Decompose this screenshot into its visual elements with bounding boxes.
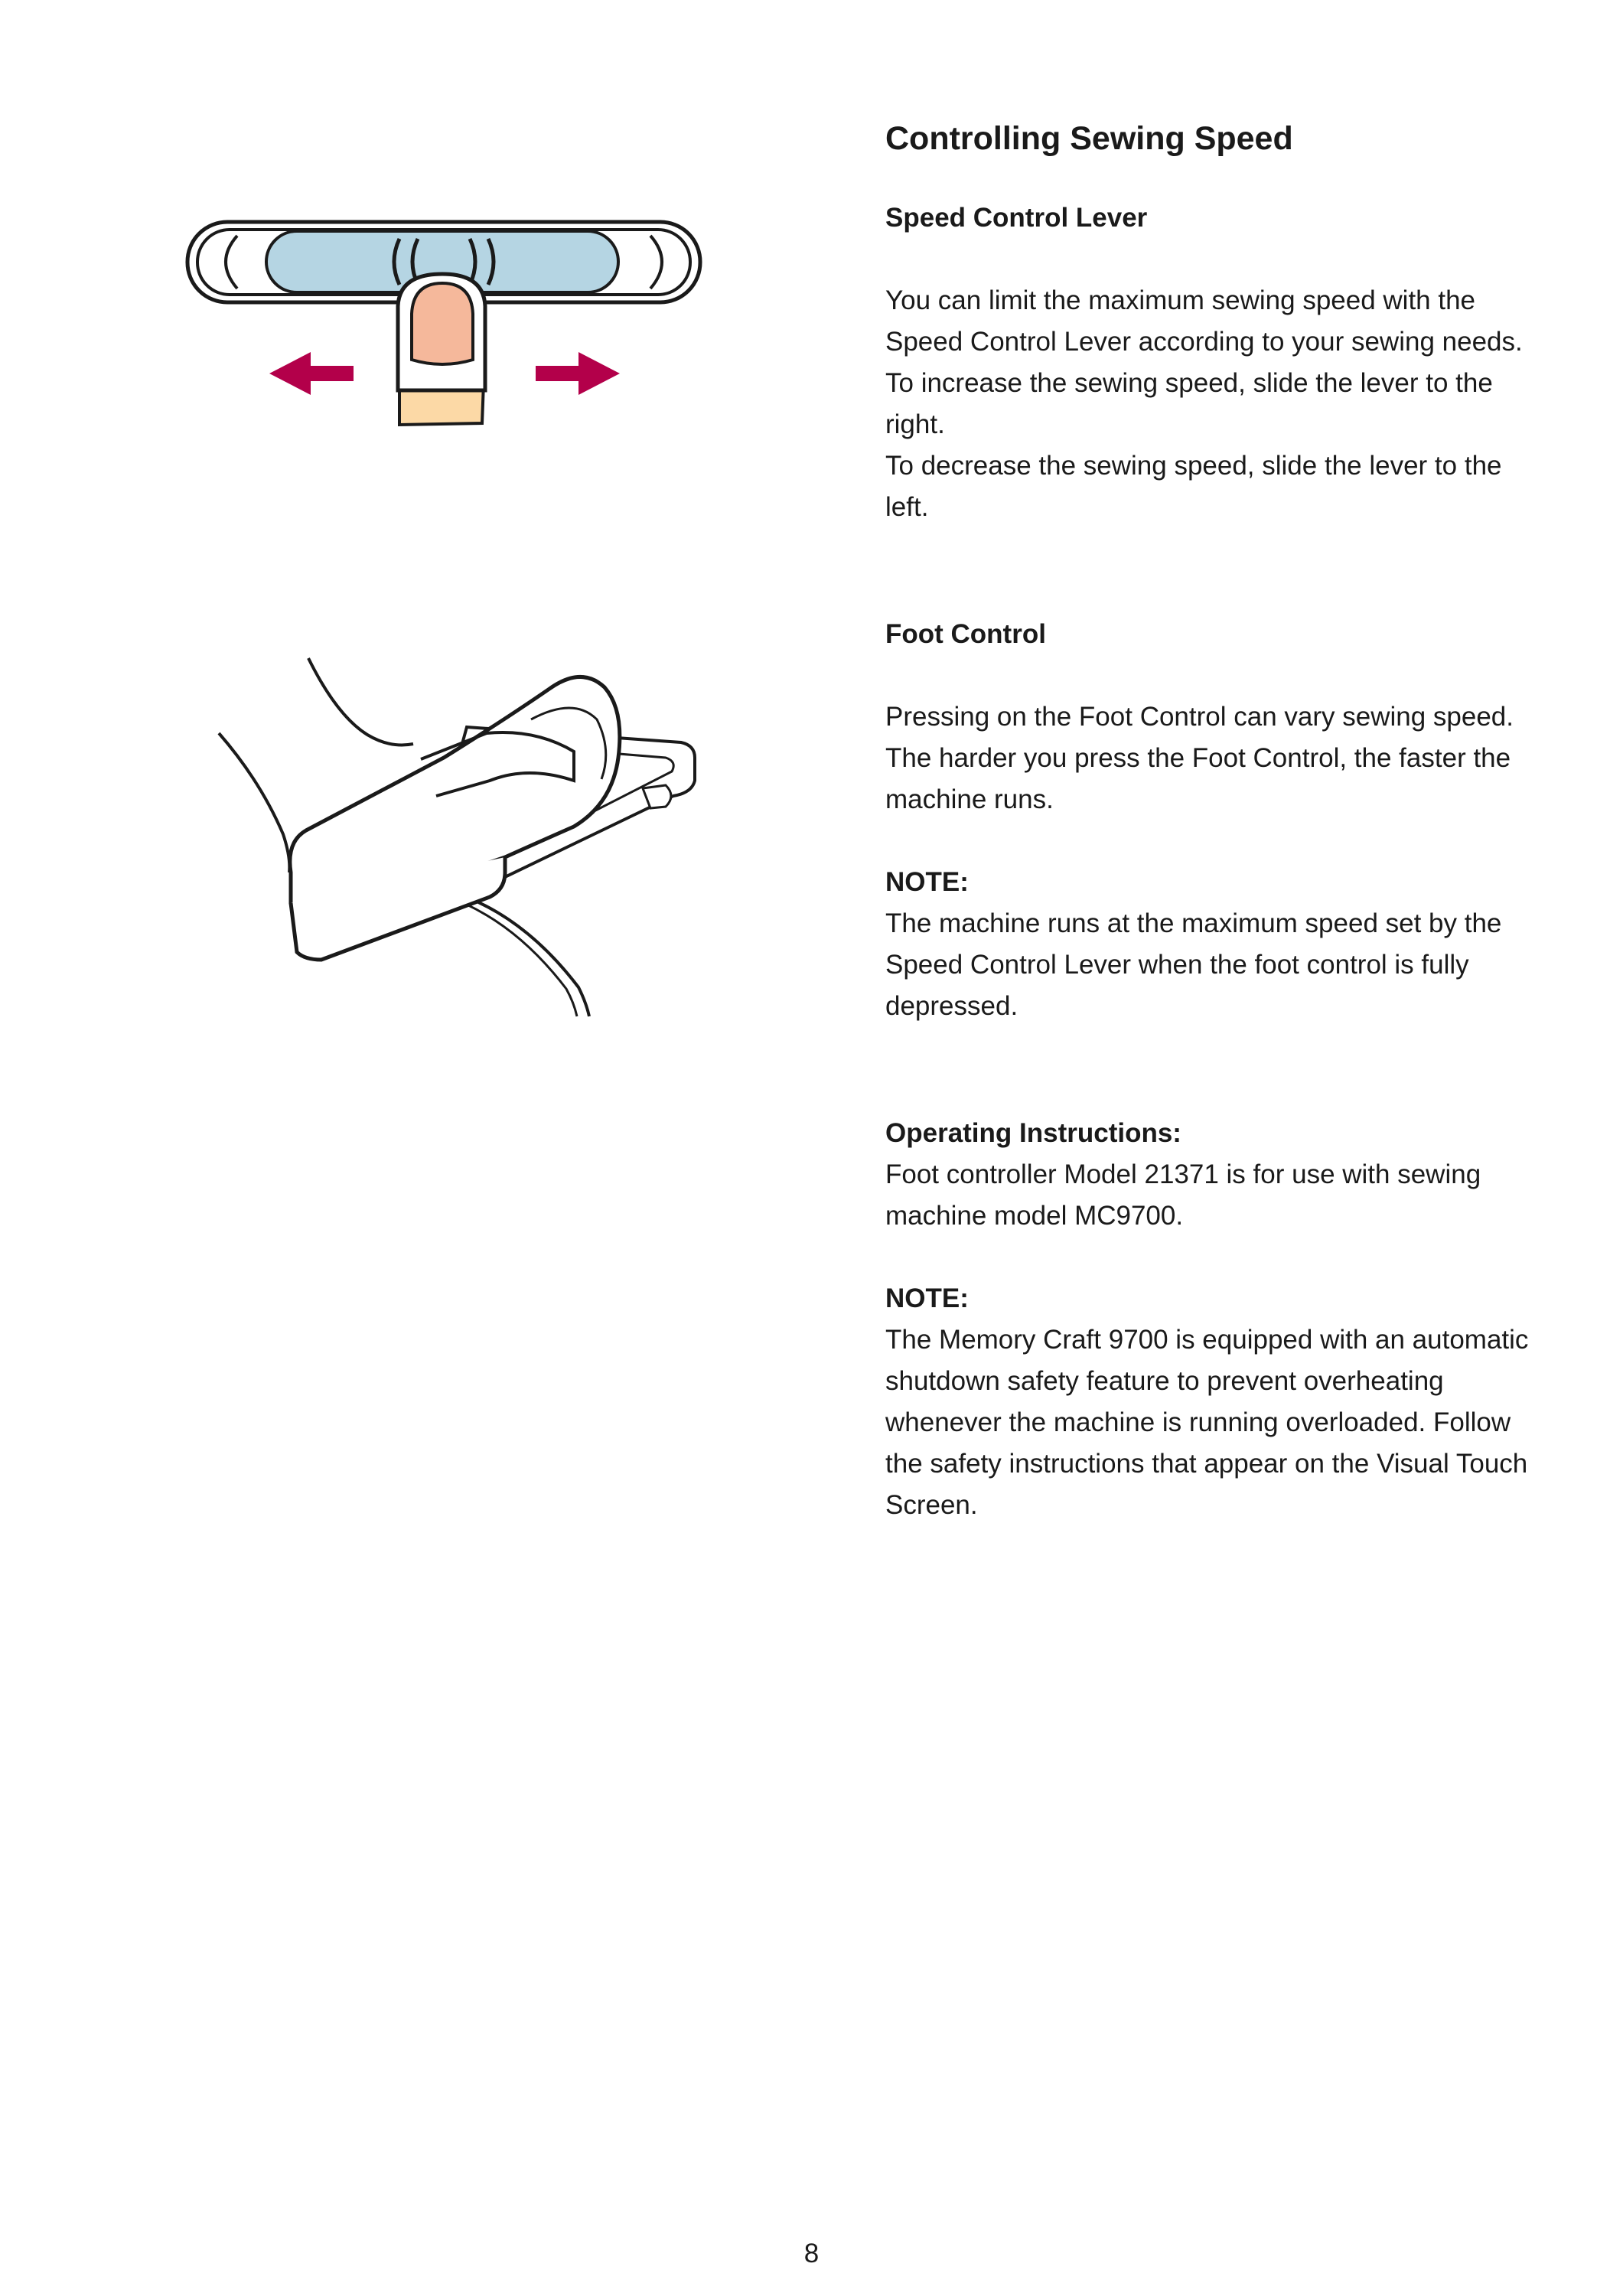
operating-text bbox=[885, 1154, 1574, 1237]
paragraph-line: right. bbox=[885, 409, 945, 439]
paragraph-line: To increase the sewing speed, slide the lever to the bbox=[885, 368, 1493, 398]
paragraph-line: You can limit the maximum sewing speed with the bbox=[885, 285, 1476, 315]
leg-outline bbox=[308, 658, 413, 745]
note-label: NOTE: bbox=[885, 1283, 969, 1313]
operating-note bbox=[885, 1319, 1574, 1526]
foot-control-illustration bbox=[214, 643, 719, 1033]
cord bbox=[444, 889, 589, 1016]
paragraph-line: left. bbox=[885, 492, 929, 522]
arrow-right-icon bbox=[536, 352, 620, 395]
paragraph-line: depressed. bbox=[885, 991, 1018, 1021]
speed-control-lever-illustration bbox=[184, 207, 719, 436]
operating-heading: Operating Instructions: bbox=[885, 1118, 1181, 1148]
fingernail bbox=[412, 283, 473, 364]
leg-outline bbox=[219, 733, 289, 872]
speed-lever-text bbox=[885, 280, 1574, 528]
paragraph-line: Screen. bbox=[885, 1490, 978, 1520]
paragraph-line: The machine runs at the maximum speed set by the bbox=[885, 908, 1502, 938]
page-number: 8 bbox=[803, 2239, 820, 2268]
foot-control-note bbox=[885, 903, 1574, 1027]
foot-control-heading: Foot Control bbox=[885, 619, 1046, 649]
paragraph-line: Speed Control Lever according to your sewing needs. bbox=[885, 327, 1523, 357]
paragraph-line: Foot controller Model 21371 is for use with sewing bbox=[885, 1159, 1481, 1189]
paragraph-line: whenever the machine is running overloaded. Follow bbox=[885, 1407, 1511, 1437]
paragraph-line: Speed Control Lever when the foot control is fully bbox=[885, 950, 1469, 980]
paragraph-line: shutdown safety feature to prevent overheating bbox=[885, 1366, 1444, 1396]
paragraph-line: machine runs. bbox=[885, 784, 1054, 814]
paragraph-line: Pressing on the Foot Control can vary sewing speed. bbox=[885, 702, 1514, 732]
paragraph-line: The harder you press the Foot Control, the faster the bbox=[885, 743, 1511, 773]
arrow-left-icon bbox=[269, 352, 354, 395]
paragraph-line: machine model MC9700. bbox=[885, 1201, 1184, 1231]
paragraph-line: To decrease the sewing speed, slide the lever to the bbox=[885, 451, 1502, 481]
paragraph-line: The Memory Craft 9700 is equipped with an automatic bbox=[885, 1325, 1529, 1355]
page-title: Controlling Sewing Speed bbox=[885, 120, 1293, 157]
foot-control-text bbox=[885, 696, 1574, 820]
paragraph-line: the safety instructions that appear on the Visual Touch bbox=[885, 1449, 1528, 1479]
text-column bbox=[885, 115, 1574, 1526]
cord bbox=[444, 895, 577, 1016]
note-label: NOTE: bbox=[885, 867, 969, 897]
speed-lever-heading: Speed Control Lever bbox=[885, 203, 1148, 233]
